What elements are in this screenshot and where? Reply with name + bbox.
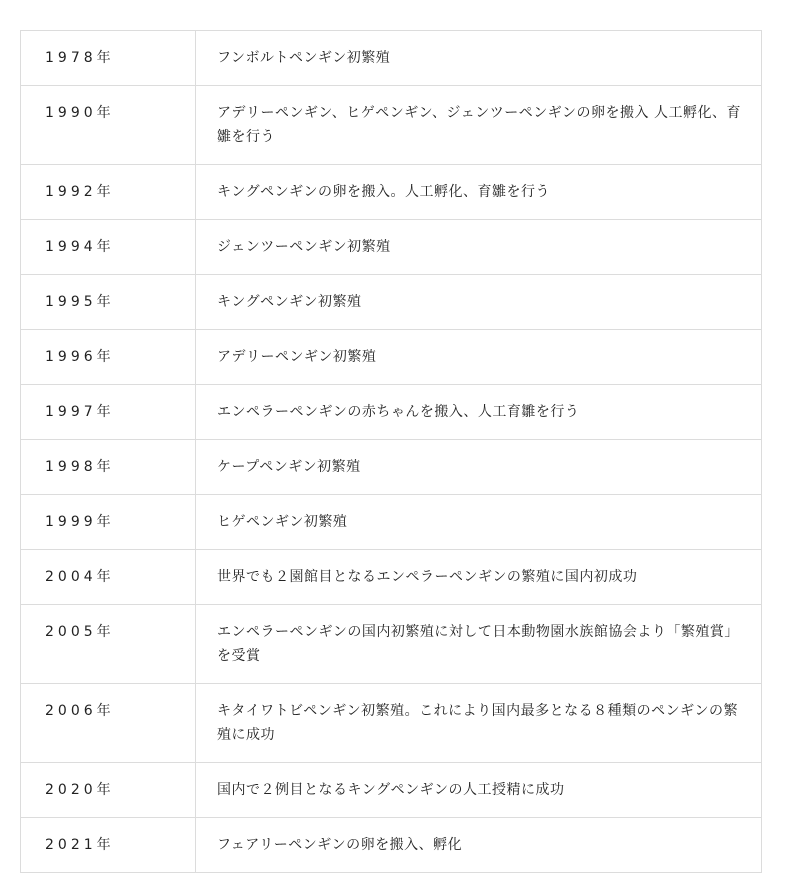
table-row xyxy=(21,165,762,220)
table-row xyxy=(21,275,762,330)
event-cell: アデリーペンギン、ヒゲペンギン、ジェンツーペンギンの卵を搬入 人工孵化、育雛を行う xyxy=(196,86,762,165)
year-cell: 1999年 xyxy=(21,495,196,550)
table-row xyxy=(21,818,762,873)
table-row xyxy=(21,31,762,86)
event-cell: キタイワトビペンギン初繁殖。これにより国内最多となる８種類のペンギンの繁殖に成功 xyxy=(196,684,762,763)
table-row xyxy=(21,440,762,495)
event-cell: ヒゲペンギン初繁殖 xyxy=(196,495,762,550)
event-cell: エンペラーペンギンの赤ちゃんを搬入、人工育雛を行う xyxy=(196,385,762,440)
event-cell: アデリーペンギン初繁殖 xyxy=(196,330,762,385)
year-cell: 2020年 xyxy=(21,763,196,818)
year-cell: 1994年 xyxy=(21,220,196,275)
year-cell: 1997年 xyxy=(21,385,196,440)
event-cell: 国内で２例目となるキングペンギンの人工授精に成功 xyxy=(196,763,762,818)
year-cell: 2005年 xyxy=(21,605,196,684)
year-cell: 2006年 xyxy=(21,684,196,763)
table-row xyxy=(21,684,762,763)
table-row xyxy=(21,495,762,550)
history-table xyxy=(20,30,762,873)
table-row xyxy=(21,550,762,605)
table-row xyxy=(21,763,762,818)
table-row xyxy=(21,220,762,275)
year-cell: 2004年 xyxy=(21,550,196,605)
year-cell: 1978年 xyxy=(21,31,196,86)
event-cell: キングペンギンの卵を搬入。人工孵化、育雛を行う xyxy=(196,165,762,220)
table-row xyxy=(21,385,762,440)
event-cell: フェアリーペンギンの卵を搬入、孵化 xyxy=(196,818,762,873)
year-cell: 1998年 xyxy=(21,440,196,495)
event-cell: 世界でも２園館目となるエンペラーペンギンの繁殖に国内初成功 xyxy=(196,550,762,605)
event-cell: キングペンギン初繁殖 xyxy=(196,275,762,330)
event-cell: エンペラーペンギンの国内初繁殖に対して日本動物園水族館協会より「繁殖賞」を受賞 xyxy=(196,605,762,684)
event-cell: ケープペンギン初繁殖 xyxy=(196,440,762,495)
event-cell: フンボルトペンギン初繁殖 xyxy=(196,31,762,86)
year-cell: 1992年 xyxy=(21,165,196,220)
year-cell: 2021年 xyxy=(21,818,196,873)
year-cell: 1990年 xyxy=(21,86,196,165)
year-cell: 1995年 xyxy=(21,275,196,330)
event-cell: ジェンツーペンギン初繁殖 xyxy=(196,220,762,275)
year-cell: 1996年 xyxy=(21,330,196,385)
table-row xyxy=(21,605,762,684)
table-row xyxy=(21,86,762,165)
table-row xyxy=(21,330,762,385)
